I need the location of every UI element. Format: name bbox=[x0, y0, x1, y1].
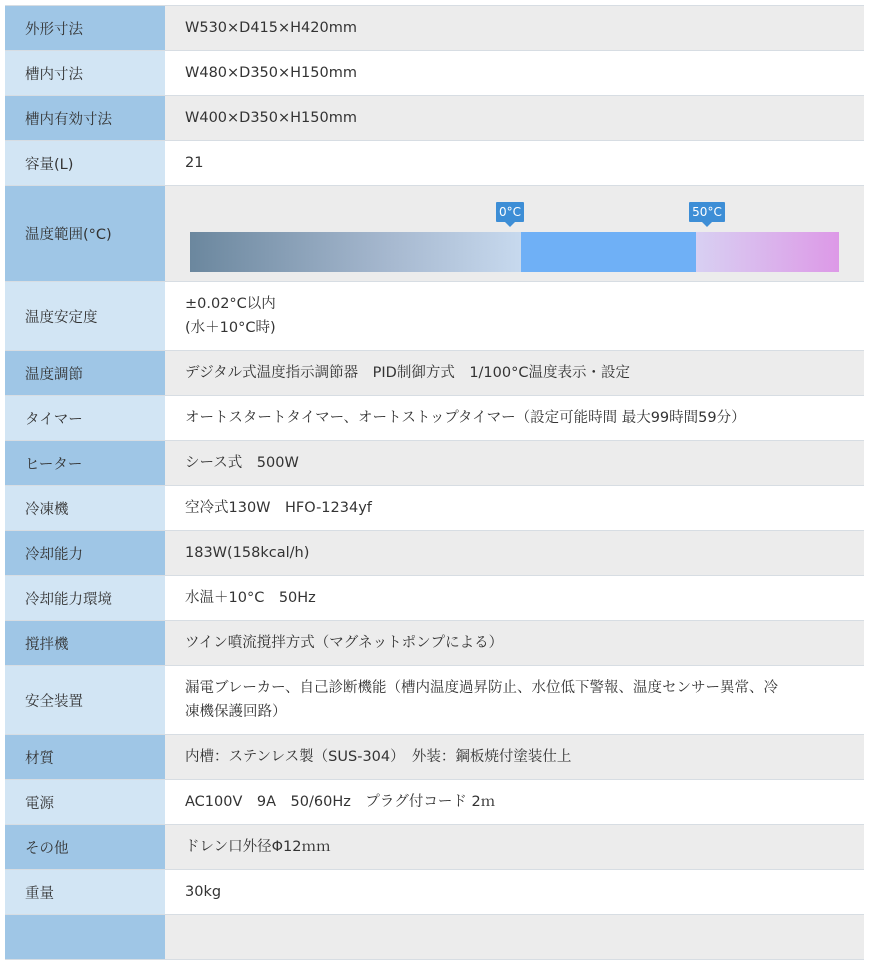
temperature-range-graphic bbox=[185, 186, 844, 281]
tag-50c: 50°C bbox=[689, 202, 725, 222]
spec-label bbox=[5, 915, 165, 959]
spec-label: ヒーター bbox=[5, 441, 165, 485]
spec-row bbox=[5, 96, 864, 141]
temperature-bar-cold-segment bbox=[190, 232, 521, 272]
spec-value bbox=[165, 282, 864, 350]
spec-label: 重量 bbox=[5, 870, 165, 914]
spec-value-line: 漏電ブレーカー、自己診断機能（槽内温度過昇防止、水位低下警報、温度センサー異常、冷 bbox=[185, 680, 779, 696]
spec-row bbox=[5, 51, 864, 96]
spec-value: 21 bbox=[165, 141, 864, 185]
spec-row bbox=[5, 870, 864, 915]
spec-value: 183W(158kcal/h) bbox=[165, 531, 864, 575]
spec-row bbox=[5, 666, 864, 735]
spec-row bbox=[5, 396, 864, 441]
spec-label: 槽内有効寸法 bbox=[5, 96, 165, 140]
spec-label: 温度安定度 bbox=[5, 282, 165, 350]
spec-value: W530×D415×H420mm bbox=[165, 6, 864, 50]
spec-value: ツイン噴流撹拌方式（マグネットポンプによる） bbox=[165, 621, 864, 665]
spec-label: 冷却能力 bbox=[5, 531, 165, 575]
spec-value: デジタル式温度指示調節器 PID制御方式 1/100°C温度表示・設定 bbox=[165, 351, 864, 395]
spec-row bbox=[5, 351, 864, 396]
spec-label: 安全装置 bbox=[5, 666, 165, 734]
temperature-bar bbox=[190, 232, 839, 272]
spec-label: タイマー bbox=[5, 396, 165, 440]
spec-value: W400×D350×H150mm bbox=[165, 96, 864, 140]
spec-row bbox=[5, 282, 864, 351]
spec-value: シース式 500W bbox=[165, 441, 864, 485]
spec-row bbox=[5, 141, 864, 186]
spec-value-line: 凍機保護回路） bbox=[185, 704, 287, 720]
spec-value: 30kg bbox=[165, 870, 864, 914]
spec-value: 水温＋10°C 50Hz bbox=[165, 576, 864, 620]
spec-value: 内槽：ステンレス製（SUS-304） 外装：鋼板焼付塗装仕上 bbox=[165, 735, 864, 779]
tag-0c: 0°C bbox=[496, 202, 524, 222]
spec-label: 電源 bbox=[5, 780, 165, 824]
temperature-bar-mid-segment bbox=[521, 232, 696, 272]
spec-row-temperature-range bbox=[5, 186, 864, 282]
spec-row bbox=[5, 735, 864, 780]
spec-label: 材質 bbox=[5, 735, 165, 779]
spec-label: 温度範囲(°C) bbox=[5, 186, 165, 281]
spec-table bbox=[5, 5, 864, 960]
spec-row bbox=[5, 576, 864, 621]
spec-row bbox=[5, 486, 864, 531]
spec-value: オートスタートタイマー、オートストップタイマー（設定可能時間 最大99時間59分） bbox=[165, 396, 864, 440]
spec-row bbox=[5, 825, 864, 870]
spec-value bbox=[165, 666, 864, 734]
spec-value: 空冷式130W HFO-1234yf bbox=[165, 486, 864, 530]
spec-value-line: (水＋10°C時) bbox=[185, 320, 276, 336]
spec-row bbox=[5, 531, 864, 576]
spec-label: その他 bbox=[5, 825, 165, 869]
spec-label: 槽内寸法 bbox=[5, 51, 165, 95]
spec-value: AC100V 9A 50/60Hz プラグ付コード 2ｍ bbox=[165, 780, 864, 824]
spec-row bbox=[5, 621, 864, 666]
spec-row bbox=[5, 6, 864, 51]
spec-value bbox=[165, 915, 864, 959]
spec-label: 外形寸法 bbox=[5, 6, 165, 50]
spec-row-partial bbox=[5, 915, 864, 960]
spec-row bbox=[5, 441, 864, 486]
temperature-range-cell bbox=[165, 186, 864, 281]
spec-label: 容量(L) bbox=[5, 141, 165, 185]
spec-value: W480×D350×H150mm bbox=[165, 51, 864, 95]
spec-value-line: ±0.02°C以内 bbox=[185, 296, 276, 312]
spec-label: 冷却能力環境 bbox=[5, 576, 165, 620]
spec-value: ドレン口外径Φ12ｍｍ bbox=[165, 825, 864, 869]
spec-label: 冷凍機 bbox=[5, 486, 165, 530]
temperature-bar-warm-segment bbox=[696, 232, 839, 272]
spec-row bbox=[5, 780, 864, 825]
spec-label: 撹拌機 bbox=[5, 621, 165, 665]
spec-label: 温度調節 bbox=[5, 351, 165, 395]
